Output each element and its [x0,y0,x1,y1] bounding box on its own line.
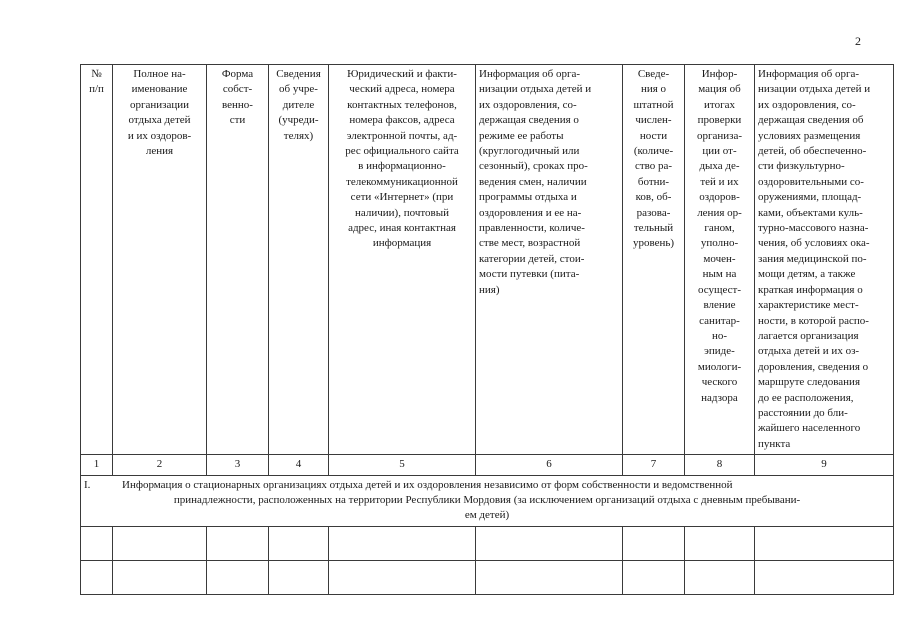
column-number: 6 [476,455,623,475]
header-col-organization-info: Информация об орга- низации отдыха детей и их оздоровления, со- держащая сведения о режиме ее работы (круглогодичный или сезонный), сроках про- ведения смен, наличии программы отдыха и оздоровления и ее на- правленности, количе- стве мест, возрастной категории детей, стои- мости путевки (пита- ния) [476,65,623,455]
empty-cell [81,560,113,594]
header-row [81,65,894,455]
empty-cell [755,526,894,560]
column-number: 3 [207,455,269,475]
section-continuation: принадлежности, расположенных на территории Республики Мордовия (за исключением организаций отдыха с дневным пребывани- ем детей) [173,493,801,522]
empty-cell [476,526,623,560]
empty-cell [476,560,623,594]
empty-cell [269,560,329,594]
data-table [80,64,894,595]
section-roman-numeral: I. [84,478,91,491]
header-col-founder: Сведения об учре- дителе (учреди- телях) [269,65,329,455]
empty-cell [685,560,755,594]
column-number: 8 [685,455,755,475]
column-number: 9 [755,455,894,475]
header-col-staff: Сведе- ния о штатной числен- ности (количе- ство ра- ботни- ков, об- разова- тельный уровень) [623,65,685,455]
empty-cell [623,560,685,594]
page-number: 2 [855,34,861,48]
empty-cell [755,560,894,594]
column-number: 1 [81,455,113,475]
column-number: 5 [329,455,476,475]
header-col-inspection: Инфор- мация об итогах проверки организа- ции от- дыха де- тей и их оздоров- ления ор- ганом, уполно- мочен- ным на осущест- вление санитар- но- эпиде- миологи- ческого надзора [685,65,755,455]
empty-cell [113,526,207,560]
empty-cell [207,560,269,594]
section-row [81,475,894,526]
header-col-addresses: Юридический и факти- ческий адреса, номера контактных телефонов, номера факсов, адреса электронной почты, ад- рес официального сайта в информационно- телекоммуникационной сети «Интернет» (при наличии), почтовый адрес, иная контактная информация [329,65,476,455]
empty-cell [81,526,113,560]
empty-cell [329,560,476,594]
section-first-line: Информация о стационарных организациях отдыха детей и их оздоровления независимо от форм собственности и ведомственной [122,478,733,491]
header-col-full-name: Полное на- именование организации отдыха детей и их оздоров- ления [113,65,207,455]
empty-cell [623,526,685,560]
empty-cell [269,526,329,560]
column-numbers-row [81,455,894,475]
empty-cell [685,526,755,560]
empty-cell [329,526,476,560]
header-col-number: № п/п [81,65,113,455]
column-number: 4 [269,455,329,475]
empty-cell [113,560,207,594]
column-number: 7 [623,455,685,475]
empty-row [81,560,894,594]
column-number: 2 [113,455,207,475]
header-col-ownership-form: Форма собст- венно- сти [207,65,269,455]
header-col-conditions: Информация об орга- низации отдыха детей и их оздоровления, со- держащая сведения об условиях размещения детей, об обеспеченно- сти физкультурно- оздоровительными со- оружениями, площад- ками, объектами куль- турно-массового назна- чения, об условиях ока- зания медицинской по- мощи детям, а также краткая информация о характеристике мест- ности, в которой распо- лагается организация отдыха детей и их оз- доровления, сведения о маршруте следования до ее расположения, расстоянии до бли- жайшего населенного пункта [755,65,894,455]
empty-cell [207,526,269,560]
empty-row [81,526,894,560]
section-heading [81,475,894,526]
